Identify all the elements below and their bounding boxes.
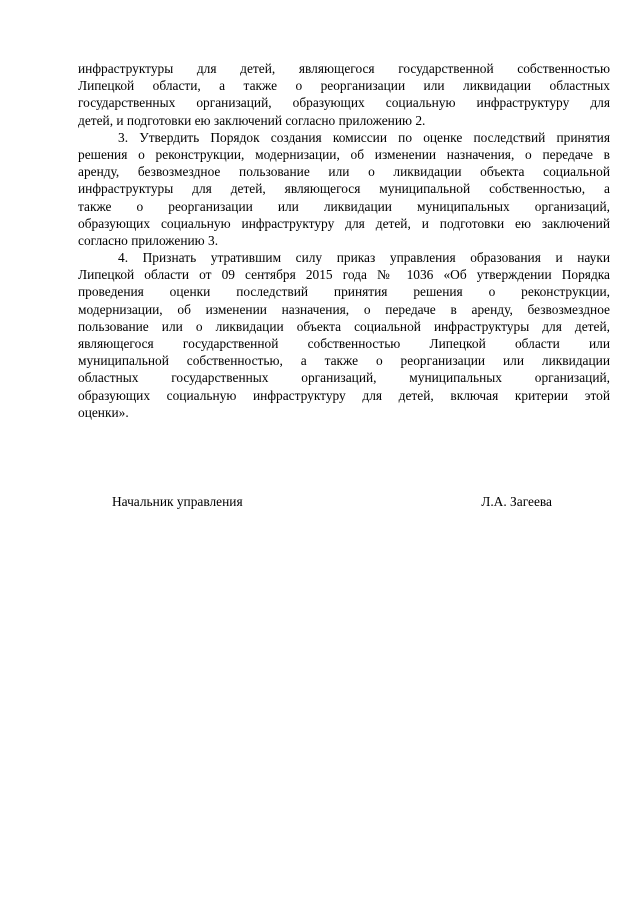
paragraph-line: Липецкой области от 09 сентября 2015 года № 1036 «Об утверждении Порядка bbox=[78, 267, 610, 283]
paragraph-line: 4. Признать утратившим силу приказ управления образования и науки bbox=[118, 250, 610, 266]
paragraph-line: решения о реконструкции, модернизации, об изменении назначения, о передаче в bbox=[78, 146, 610, 162]
paragraph-line: модернизации, об изменении назначения, о передаче в аренду, безвозмездное bbox=[78, 301, 610, 317]
paragraph-line: инфраструктуры для детей, являющегося муниципальной собственностью, а bbox=[78, 181, 610, 197]
paragraph-line: инфраструктуры для детей, являющегося государственной собственностью bbox=[78, 61, 610, 76]
paragraph-line: областных государственных организаций, муниципальных организаций, bbox=[78, 370, 610, 386]
paragraph-line: муниципальной собственностью, а также о реорганизации или ликвидации bbox=[78, 353, 610, 369]
paragraph-line: 3. Утвердить Порядок создания комиссии по оценке последствий принятия bbox=[118, 129, 610, 145]
paragraph-line: аренду, безвозмездное пользование или о ликвидации объекта социальной bbox=[78, 164, 610, 180]
paragraph-line: детей, и подготовки ею заключений согласно приложению 2. bbox=[78, 112, 426, 128]
paragraph-line: пользование или о ликвидации объекта социальной инфраструктуры для детей, bbox=[78, 318, 610, 334]
paragraph-line: государственных организаций, образующих социальную инфраструктуру для bbox=[78, 95, 610, 111]
signatory-position: Начальник управления bbox=[112, 494, 243, 509]
paragraph-line: Липецкой области, а также о реорганизации или ликвидации областных bbox=[78, 78, 610, 94]
paragraph-line: являющегося государственной собственностью Липецкой области или bbox=[78, 336, 610, 351]
signature-block bbox=[112, 493, 552, 511]
signatory-name: Л.А. Загеева bbox=[481, 494, 552, 509]
paragraph-line: согласно приложению 3. bbox=[78, 232, 219, 248]
paragraph-line: оценки». bbox=[78, 404, 129, 420]
paragraph-line: также о реорганизации или ликвидации муниципальных организаций, bbox=[78, 198, 610, 214]
paragraph-line: образующих социальную инфраструктуру для детей, и подготовки ею заключений bbox=[78, 215, 610, 231]
paragraph-line: образующих социальную инфраструктуру для детей, включая критерии этой bbox=[78, 387, 610, 403]
document-body bbox=[78, 60, 610, 421]
paragraph-line: проведения оценки последствий принятия решения о реконструкции, bbox=[78, 284, 610, 300]
